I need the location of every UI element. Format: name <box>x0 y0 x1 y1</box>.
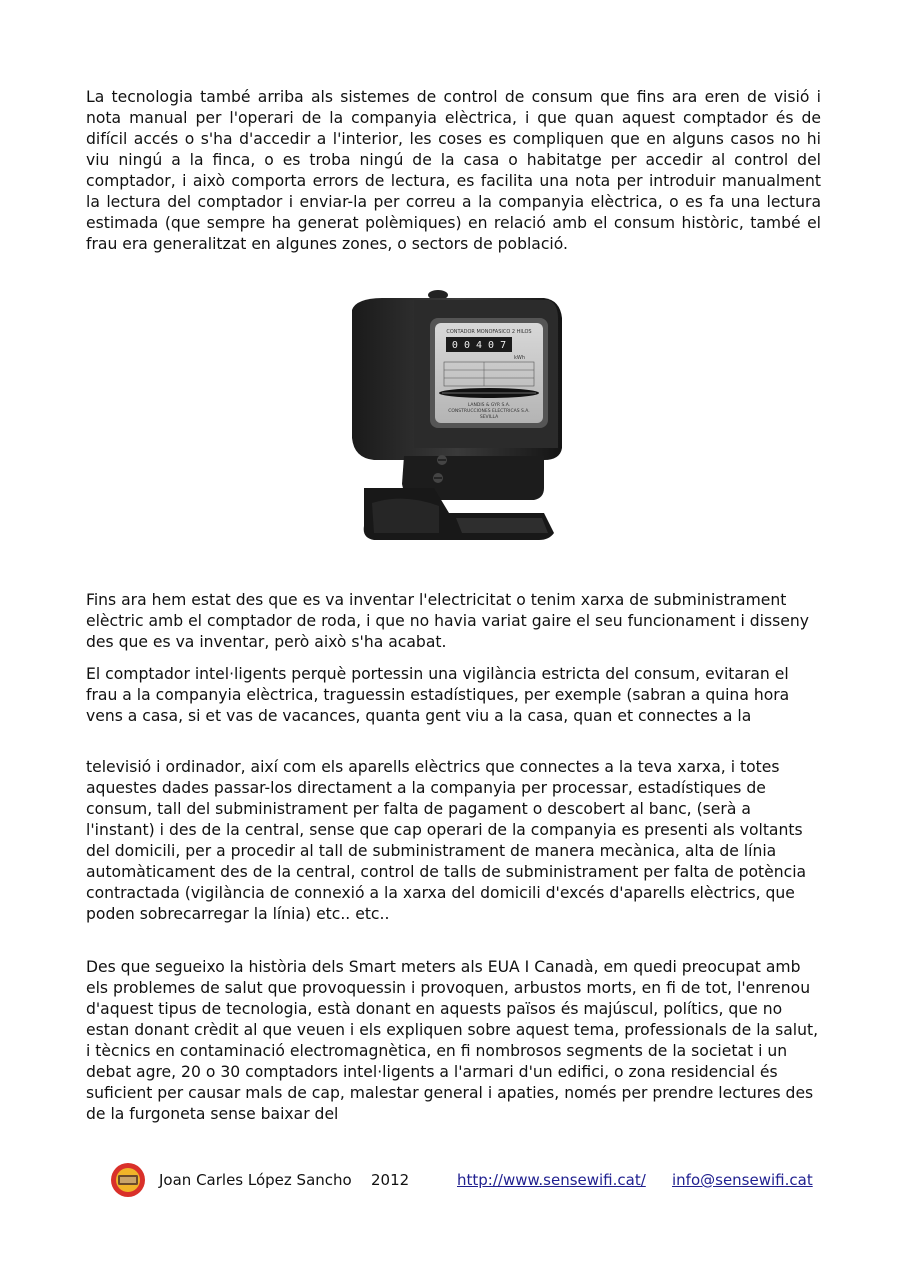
meter-maker-1: LANDIS & GYR S.A. <box>467 403 511 408</box>
smart-meter-continued-paragraph: televisió i ordinador, així com els aparells elèctrics que connectes a la teva xarxa, i totes aquestes dades passar-los directament a la companyia per processar, estadístiques de consum, tall del subministrament per falta de pagament o descobert al banc, (serà a l'instant) i des de la central, sense que cap operari de la companyia es presenti als voltants del domicili, per a procedir al tall de subministrament de manera mecànica, alta de línia automàticament des de la central, control de talls de subministrament per falta de potència contractada (vigilància de connexió a la xarxa del domicili d'excés d'aparells elèctrics, que poden sobrecarregar la línia) etc.. etc.. <box>86 758 807 923</box>
meter-label-top: CONTADOR MONOFASICO 2 HILOS <box>446 329 532 335</box>
electric-meter-image <box>344 288 566 540</box>
meter-maker-3: SEVILLA <box>479 415 499 420</box>
footer-author: Joan Carles López Sancho <box>159 1171 352 1189</box>
health-concerns-paragraph: Des que segueixo la història dels Smart meters als EUA I Canadà, em quedi preocupat amb els problemes de salut que provoquessin i provoquen, arbustos morts, en fi de tot, l'enrenou d'aquest tipus de tecnologia, està donant en aquests països és majúscul, polítics, que no estan donant crèdit al que veuen i els expliquen sobre aquest tema, professionals de la salut, i tècnics en contaminació electromagnètica, en fi nombrosos segments de la societat i un debat agre, 20 o 30 comptadors intel·ligents a l'armari d'un edifici, o zona residencial és suficient per causar mals de cap, malestar general i apaties, només per prendre lectures des de la furgoneta sense baixar del <box>86 958 819 1123</box>
footer-website-link[interactable]: http://www.sensewifi.cat/ <box>457 1171 646 1189</box>
intro-paragraph: La tecnologia també arriba als sistemes de control de consum que fins ara eren de visió i nota manual per l'operari de la companyia elèctrica, i que quan aquest comptador és de difícil accés o s'ha d'accedir a l'interior, les coses es compliquen que en alguns casos no hi viu ningú a la finca, o es troba ningú de la casa o habitatge per accedir al control del comptador, i això comporta errors de lectura, es facilita una nota per introduir manualment la lectura del comptador i enviar-la per correu a la companyia elèctrica, o es fa una lectura estimada (que sempre ha generat polèmiques) en relació amb el consum històric, també el frau era generalitzat en algunes zones, o sectors de població. <box>86 88 821 253</box>
smart-meter-paragraph: El comptador intel·ligents perquè portessin una vigilància estricta del consum, evitaran el frau a la companyia elèctrica, traguessin estadístiques, per exemple (sabran a quina hora vens a casa, si et vas de vacances, quanta gent viu a la casa, quan et connectes a la <box>86 665 790 725</box>
footer-email-link[interactable]: info@sensewifi.cat <box>672 1171 813 1189</box>
page-footer <box>110 1162 830 1198</box>
meter-maker-2: CONSTRUCCIONES ELECTRICAS S.A. <box>448 409 530 414</box>
meter-unit: kWh <box>514 355 526 361</box>
history-paragraph: Fins ara hem estat des que es va inventar l'electricitat o tenim xarxa de subministrament elèctric amb el comptador de roda, i que no havia variat gaire el seu funcionament i disseny des que es va inventar, però això s'ha acabat. <box>86 591 809 651</box>
logo-icon <box>110 1162 146 1198</box>
footer-year: 2012 <box>371 1171 410 1189</box>
meter-counter: 0 0 4 0 7 <box>451 340 507 351</box>
